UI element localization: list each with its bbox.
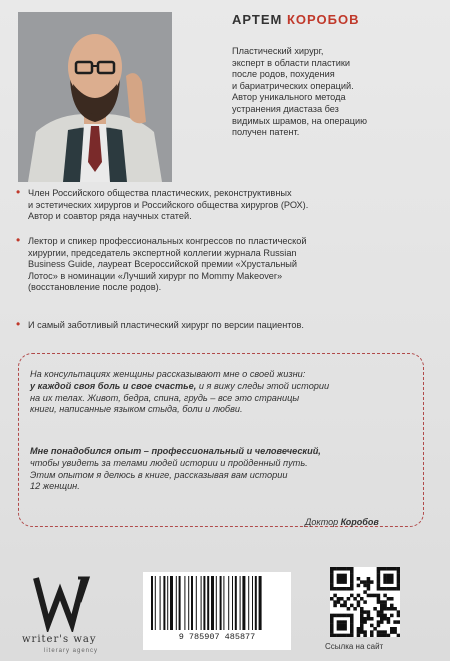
qr-module	[397, 620, 400, 624]
qr-module	[330, 617, 334, 621]
qr-module	[380, 587, 384, 591]
qr-module	[377, 587, 381, 591]
qr-module	[353, 607, 357, 611]
qr-module	[333, 634, 337, 637]
qr-module	[360, 617, 364, 621]
bullet-line: Лотос» в номинации «Лучший хирург по Mommy Makeover»	[28, 270, 283, 281]
qr-module	[387, 574, 391, 578]
author-last-name: КОРОБОВ	[286, 12, 360, 27]
qr-module	[393, 627, 397, 631]
author-photo	[18, 12, 172, 182]
qr-module	[333, 600, 337, 604]
barcode-bar	[160, 576, 161, 630]
qr-module	[330, 580, 334, 584]
barcode-bar	[211, 576, 214, 630]
qr-module	[387, 617, 391, 621]
qr-module	[390, 597, 394, 601]
isbn-barcode	[143, 572, 291, 650]
qr-module	[347, 607, 351, 611]
qr-module	[380, 607, 384, 611]
qr-module	[340, 567, 344, 571]
qr-module	[380, 567, 384, 571]
qr-module	[343, 580, 347, 584]
qr-module	[340, 597, 344, 601]
barcode-bar	[255, 576, 257, 630]
qr-module	[370, 630, 374, 634]
qr-module	[367, 580, 371, 584]
qr-module	[333, 604, 337, 608]
qr-module	[343, 627, 347, 631]
qr-module	[350, 617, 354, 621]
qr-module	[340, 604, 344, 608]
qr-module	[367, 614, 371, 618]
barcode-bar	[155, 576, 156, 630]
qr-module	[397, 567, 400, 571]
qr-module	[337, 587, 341, 591]
qr-module	[373, 607, 377, 611]
publisher-tagline: literary agency	[44, 648, 99, 654]
bullet-line: Член Российского общества пластических, реконструктивных	[28, 188, 292, 198]
qr-module	[383, 587, 387, 591]
qr-module	[360, 624, 364, 628]
qr-module	[377, 614, 381, 618]
qr-module	[367, 617, 371, 621]
qr-module	[363, 584, 367, 588]
barcode-bar	[252, 576, 253, 630]
qr-module	[350, 630, 354, 634]
qr-module	[357, 594, 361, 598]
qr-module	[350, 570, 354, 574]
quote-line	[30, 446, 418, 458]
qr-module	[343, 577, 347, 581]
qr-module	[380, 620, 384, 624]
bullet-dot-icon: •	[16, 185, 21, 199]
qr-module	[337, 614, 341, 618]
qr-module	[340, 624, 344, 628]
qr-module	[340, 634, 344, 637]
qr-code-icon	[330, 567, 400, 637]
bullet-line: Business Guide, лауреат Всероссийской премии «Хрустальный	[28, 259, 298, 270]
bullet-line: Лектор и спикер профессиональных конгрессов по пластической	[28, 236, 307, 246]
quote-emphasis: Мне понадобился опыт – профессиональный и человеческий,	[30, 446, 321, 456]
qr-module	[357, 600, 361, 604]
quote-line	[30, 381, 418, 393]
qr-module	[377, 620, 381, 624]
qr-module	[340, 627, 344, 631]
qr-module	[380, 600, 384, 604]
signature-prefix: Доктор	[305, 517, 341, 527]
qr-module	[357, 604, 361, 608]
quote-emphasis: у каждой своя боль и свое счастье,	[30, 380, 197, 391]
qr-module	[363, 617, 367, 621]
qr-module	[350, 580, 354, 584]
qr-module	[377, 630, 381, 634]
qr-module	[360, 610, 364, 614]
qr-module	[387, 620, 391, 624]
qr-module	[350, 604, 354, 608]
qr-module	[367, 587, 371, 591]
qr-module	[390, 580, 394, 584]
qr-module	[397, 577, 400, 581]
qr-module	[363, 600, 367, 604]
qr-module	[363, 610, 367, 614]
qr-module	[347, 634, 351, 637]
qr-module	[383, 634, 387, 637]
qr-module	[337, 597, 341, 601]
qr-module	[337, 627, 341, 631]
qr-module	[330, 584, 334, 588]
qr-module	[337, 574, 341, 578]
qr-module	[393, 620, 397, 624]
isbn-digits: 9 785907 485877	[178, 632, 256, 642]
bullet-line: Автор и соавтор ряда научных статей.	[28, 211, 192, 222]
qr-module	[343, 624, 347, 628]
qr-module	[343, 600, 347, 604]
qr-module	[363, 580, 367, 584]
qr-module	[350, 594, 354, 598]
bullet-caring	[16, 317, 418, 332]
qr-module	[383, 630, 387, 634]
qr-module	[390, 567, 394, 571]
qr-module	[343, 614, 347, 618]
qr-module	[350, 620, 354, 624]
qr-module	[397, 570, 400, 574]
qr-module	[350, 614, 354, 618]
qr-caption: Ссылка на сайт	[325, 642, 384, 651]
qr-module	[373, 594, 377, 598]
qr-module	[337, 600, 341, 604]
barcode-bar	[163, 576, 165, 630]
qr-module	[377, 584, 381, 588]
qr-module	[383, 577, 387, 581]
qr-module	[347, 597, 351, 601]
qr-module	[347, 614, 351, 618]
qr-module	[383, 574, 387, 578]
barcode-bar	[242, 576, 245, 630]
qr-module	[350, 587, 354, 591]
qr-module	[363, 630, 367, 634]
bullet-line: и эстетических хирургов и Российского общества хирургов (РОХ).	[28, 199, 309, 210]
qr-module	[383, 600, 387, 604]
bio-line: получен патент.	[232, 127, 300, 138]
qr-module	[393, 630, 397, 634]
qr-module	[397, 584, 400, 588]
qr-module	[340, 574, 344, 578]
qr-module	[383, 567, 387, 571]
qr-module	[397, 574, 400, 578]
quote-line: 12 женщин.	[30, 481, 80, 492]
qr-module	[377, 634, 381, 637]
qr-module	[340, 577, 344, 581]
bullet-dot-icon: •	[16, 317, 21, 331]
qr-module	[377, 610, 381, 614]
bio-line: видимых шрамов, на операцию	[232, 115, 368, 126]
qr-module	[340, 614, 344, 618]
qr-module	[383, 580, 387, 584]
qr-module	[357, 627, 361, 631]
barcode-bar	[196, 576, 197, 630]
qr-module	[330, 567, 334, 571]
qr-module	[363, 634, 367, 637]
qr-module	[387, 587, 391, 591]
qr-module	[383, 614, 387, 618]
qr-module	[390, 604, 394, 608]
author-name	[232, 12, 359, 27]
qr-module	[377, 574, 381, 578]
barcode-bar	[228, 576, 229, 630]
qr-module	[343, 587, 347, 591]
qr-module	[330, 577, 334, 581]
barcode-bar	[188, 576, 189, 630]
bullet-line: хирургии, председатель экспертной коллегии журнала Russian	[28, 247, 297, 258]
qr-module	[333, 587, 337, 591]
qr-module	[347, 587, 351, 591]
barcode-bar	[216, 576, 217, 630]
qr-module	[377, 577, 381, 581]
qr-module	[343, 567, 347, 571]
bio-line: устранения диастаза без	[232, 103, 339, 114]
qr-module	[333, 567, 337, 571]
qr-module	[377, 567, 381, 571]
bullet-line: (восстановление после родов).	[28, 282, 162, 293]
qr-module	[350, 584, 354, 588]
qr-module	[343, 574, 347, 578]
qr-module	[383, 594, 387, 598]
qr-module	[377, 570, 381, 574]
qr-module	[360, 614, 364, 618]
quote-line: на их телах. Живот, бедра, спина, грудь – все это страницы	[30, 392, 300, 403]
qr-module	[340, 580, 344, 584]
quote-line-tail: и я вижу следы этой истории	[196, 380, 330, 391]
qr-module	[370, 580, 374, 584]
qr-module	[397, 610, 400, 614]
qr-module	[330, 627, 334, 631]
qr-module	[360, 627, 364, 631]
qr-module	[387, 607, 391, 611]
qr-module	[380, 634, 384, 637]
qr-module	[390, 630, 394, 634]
author-portrait-icon	[18, 12, 172, 182]
qr-module	[330, 630, 334, 634]
qr-module	[380, 614, 384, 618]
barcode-bar	[151, 576, 153, 630]
qr-module	[337, 634, 341, 637]
barcode-bar	[184, 576, 185, 630]
qr-module	[380, 610, 384, 614]
quote-line: На консультациях женщины рассказывают мне о своей жизни:	[30, 369, 306, 379]
barcode-bar	[167, 576, 168, 630]
barcode-bar	[179, 576, 181, 630]
qr-module	[383, 617, 387, 621]
qr-module	[357, 630, 361, 634]
qr-module	[390, 614, 394, 618]
qr-module	[377, 624, 381, 628]
qr-module	[380, 630, 384, 634]
author-first-name: АРТЕМ	[232, 12, 283, 27]
qr-module	[377, 594, 381, 598]
qr-module	[330, 587, 334, 591]
qr-module	[337, 580, 341, 584]
qr-module	[367, 594, 371, 598]
qr-module	[330, 620, 334, 624]
qr-module	[370, 594, 374, 598]
qr-module	[333, 594, 337, 598]
qr-module	[387, 577, 391, 581]
qr-module	[360, 630, 364, 634]
qr-module	[397, 580, 400, 584]
quote-line: чтобы увидеть за телами людей истории и пройденный путь.	[30, 457, 308, 468]
quote-paragraph-1	[30, 369, 418, 416]
signature-name: Коробов	[340, 517, 379, 527]
qr-module	[363, 620, 367, 624]
qr-module	[343, 620, 347, 624]
barcode-bar	[203, 576, 205, 630]
qr-module	[370, 624, 374, 628]
barcode-bar	[207, 576, 209, 630]
bio-line: эксперт в области пластики	[232, 57, 351, 68]
qr-module	[393, 567, 397, 571]
qr-module	[377, 580, 381, 584]
qr-module	[347, 567, 351, 571]
qr-module	[367, 577, 371, 581]
quote-line: книги, написанные языком стыда, боли и любви.	[30, 404, 243, 415]
barcode-bar	[220, 576, 222, 630]
publisher-name: writer's way	[22, 634, 97, 645]
qr-module	[397, 634, 400, 637]
bullet-dot-icon: •	[16, 233, 21, 247]
qr-module	[363, 590, 367, 594]
qr-module	[367, 584, 371, 588]
barcode-bar	[176, 576, 177, 630]
qr-module	[330, 614, 334, 618]
barcode-bar	[232, 576, 233, 630]
barcode-bar	[170, 576, 173, 630]
bio-line: и бариатрических операций.	[232, 80, 354, 91]
qr-module	[350, 624, 354, 628]
bio-line: после родов, похудения	[232, 69, 335, 80]
qr-module	[380, 617, 384, 621]
qr-module	[387, 567, 391, 571]
qr-module	[340, 620, 344, 624]
qr-module	[397, 614, 400, 618]
bullet-line: И самый заботливый пластический хирург по версии пациентов.	[28, 320, 304, 330]
qr-module	[380, 604, 384, 608]
quote-signature	[305, 517, 379, 527]
qr-module	[390, 627, 394, 631]
qr-module	[330, 597, 334, 601]
barcode-bar	[223, 576, 224, 630]
barcode-bar	[259, 576, 262, 630]
qr-module	[330, 570, 334, 574]
qr-module	[370, 634, 374, 637]
quote-paragraph-2	[30, 446, 418, 493]
qr-module	[370, 617, 374, 621]
bio-line: Автор уникального метода	[232, 92, 346, 103]
qr-module	[377, 600, 381, 604]
qr-module	[390, 577, 394, 581]
barcode-bar	[201, 576, 202, 630]
qr-module	[360, 620, 364, 624]
qr-module	[350, 634, 354, 637]
qr-module	[353, 597, 357, 601]
qr-module	[330, 574, 334, 578]
barcode-bar	[191, 576, 193, 630]
qr-module	[330, 624, 334, 628]
barcode-bar	[248, 576, 249, 630]
writers-way-logo-icon	[18, 572, 108, 632]
qr-module	[393, 607, 397, 611]
qr-module	[357, 634, 361, 637]
qr-module	[390, 607, 394, 611]
qr-module	[350, 574, 354, 578]
qr-code[interactable]	[330, 567, 400, 637]
qr-module	[337, 620, 341, 624]
qr-module	[333, 614, 337, 618]
qr-module	[337, 624, 341, 628]
qr-module	[377, 597, 381, 601]
barcode-icon	[143, 572, 291, 632]
qr-module	[357, 577, 361, 581]
quote-line: Этим опытом я делюсь в книге, рассказывая вам истории	[30, 469, 288, 480]
bullet-speaker	[16, 233, 418, 294]
barcode-bar	[240, 576, 241, 630]
qr-module	[390, 587, 394, 591]
qr-module	[343, 604, 347, 608]
qr-module	[330, 634, 334, 637]
qr-module	[337, 577, 341, 581]
qr-module	[360, 597, 364, 601]
qr-module	[367, 610, 371, 614]
qr-module	[373, 627, 377, 631]
qr-module	[340, 587, 344, 591]
qr-module	[393, 587, 397, 591]
qr-module	[383, 607, 387, 611]
qr-module	[343, 634, 347, 637]
qr-module	[350, 577, 354, 581]
qr-module	[360, 580, 364, 584]
qr-module	[397, 587, 400, 591]
qr-module	[350, 627, 354, 631]
qr-module	[360, 607, 364, 611]
author-bio	[232, 46, 437, 139]
qr-module	[387, 634, 391, 637]
qr-module	[383, 604, 387, 608]
barcode-bar	[235, 576, 237, 630]
qr-module	[390, 574, 394, 578]
bio-line: Пластический хирург,	[232, 46, 324, 56]
qr-module	[357, 584, 361, 588]
qr-module	[387, 597, 391, 601]
qr-module	[337, 567, 341, 571]
bullet-memberships	[16, 185, 418, 223]
qr-module	[387, 580, 391, 584]
qr-module	[350, 567, 354, 571]
